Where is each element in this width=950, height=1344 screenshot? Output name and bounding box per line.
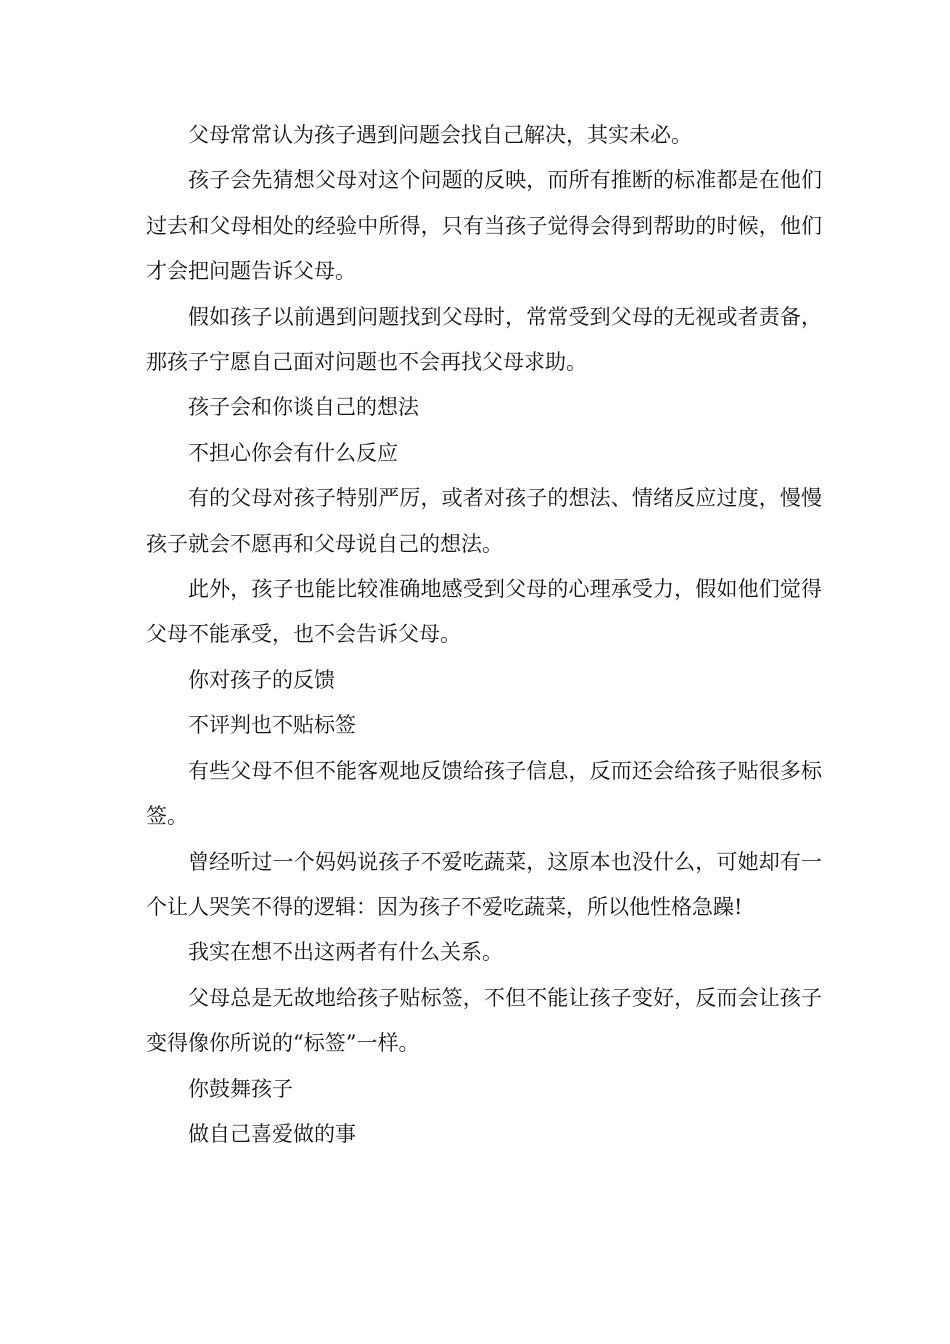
section-heading: 孩子会和你谈自己的想法 — [188, 395, 419, 420]
paragraph: 曾经听过一个妈妈说孩子不爱吃蔬菜，这原本也没什么，可她却有一个让人哭笑不得的逻辑：因为孩子不爱吃蔬菜，所以他性格急躁! — [146, 849, 822, 919]
section-heading: 不评判也不贴标签 — [188, 713, 356, 738]
paragraph: 父母常常认为孩子遇到问题会找自己解决，其实未必。 — [188, 123, 692, 147]
paragraph: 有些父母不但不能客观地反馈给孩子信息，反而还会给孩子贴很多标签。 — [146, 758, 822, 829]
paragraph: 假如孩子以前遇到问题找到父母时，常常受到父母的无视或者责备，那孩子宁愿自己面对问题也不会再找父母求助。 — [146, 304, 822, 375]
document-body — [146, 113, 822, 1157]
paragraph: 我实在想不出这两者有什么关系。 — [188, 940, 503, 965]
paragraph: 此外，孩子也能比较准确地感受到父母的心理承受力，假如他们觉得父母不能承受，也不会告诉父母。 — [146, 577, 822, 647]
paragraph: 有的父母对孩子特别严厉，或者对孩子的想法、情绪反应过度，慢慢孩子就会不愿再和父母说自己的想法。 — [146, 486, 822, 556]
section-heading: 做自己喜爱做的事 — [188, 1121, 356, 1146]
section-heading: 你对孩子的反馈 — [188, 667, 335, 692]
paragraph: 父母总是无故地给孩子贴标签，不但不能让孩子变好，反而会让孩子变得像你所说的“标签”一样。 — [146, 985, 822, 1056]
section-heading: 你鼓舞孩子 — [188, 1076, 293, 1101]
paragraph: 孩子会先猜想父母对这个问题的反映，而所有推断的标准都是在他们过去和父母相处的经验中所得，只有当孩子觉得会得到帮助的时候，他们才会把问题告诉父母。 — [146, 168, 822, 284]
section-heading: 不担心你会有什么反应 — [188, 440, 398, 465]
